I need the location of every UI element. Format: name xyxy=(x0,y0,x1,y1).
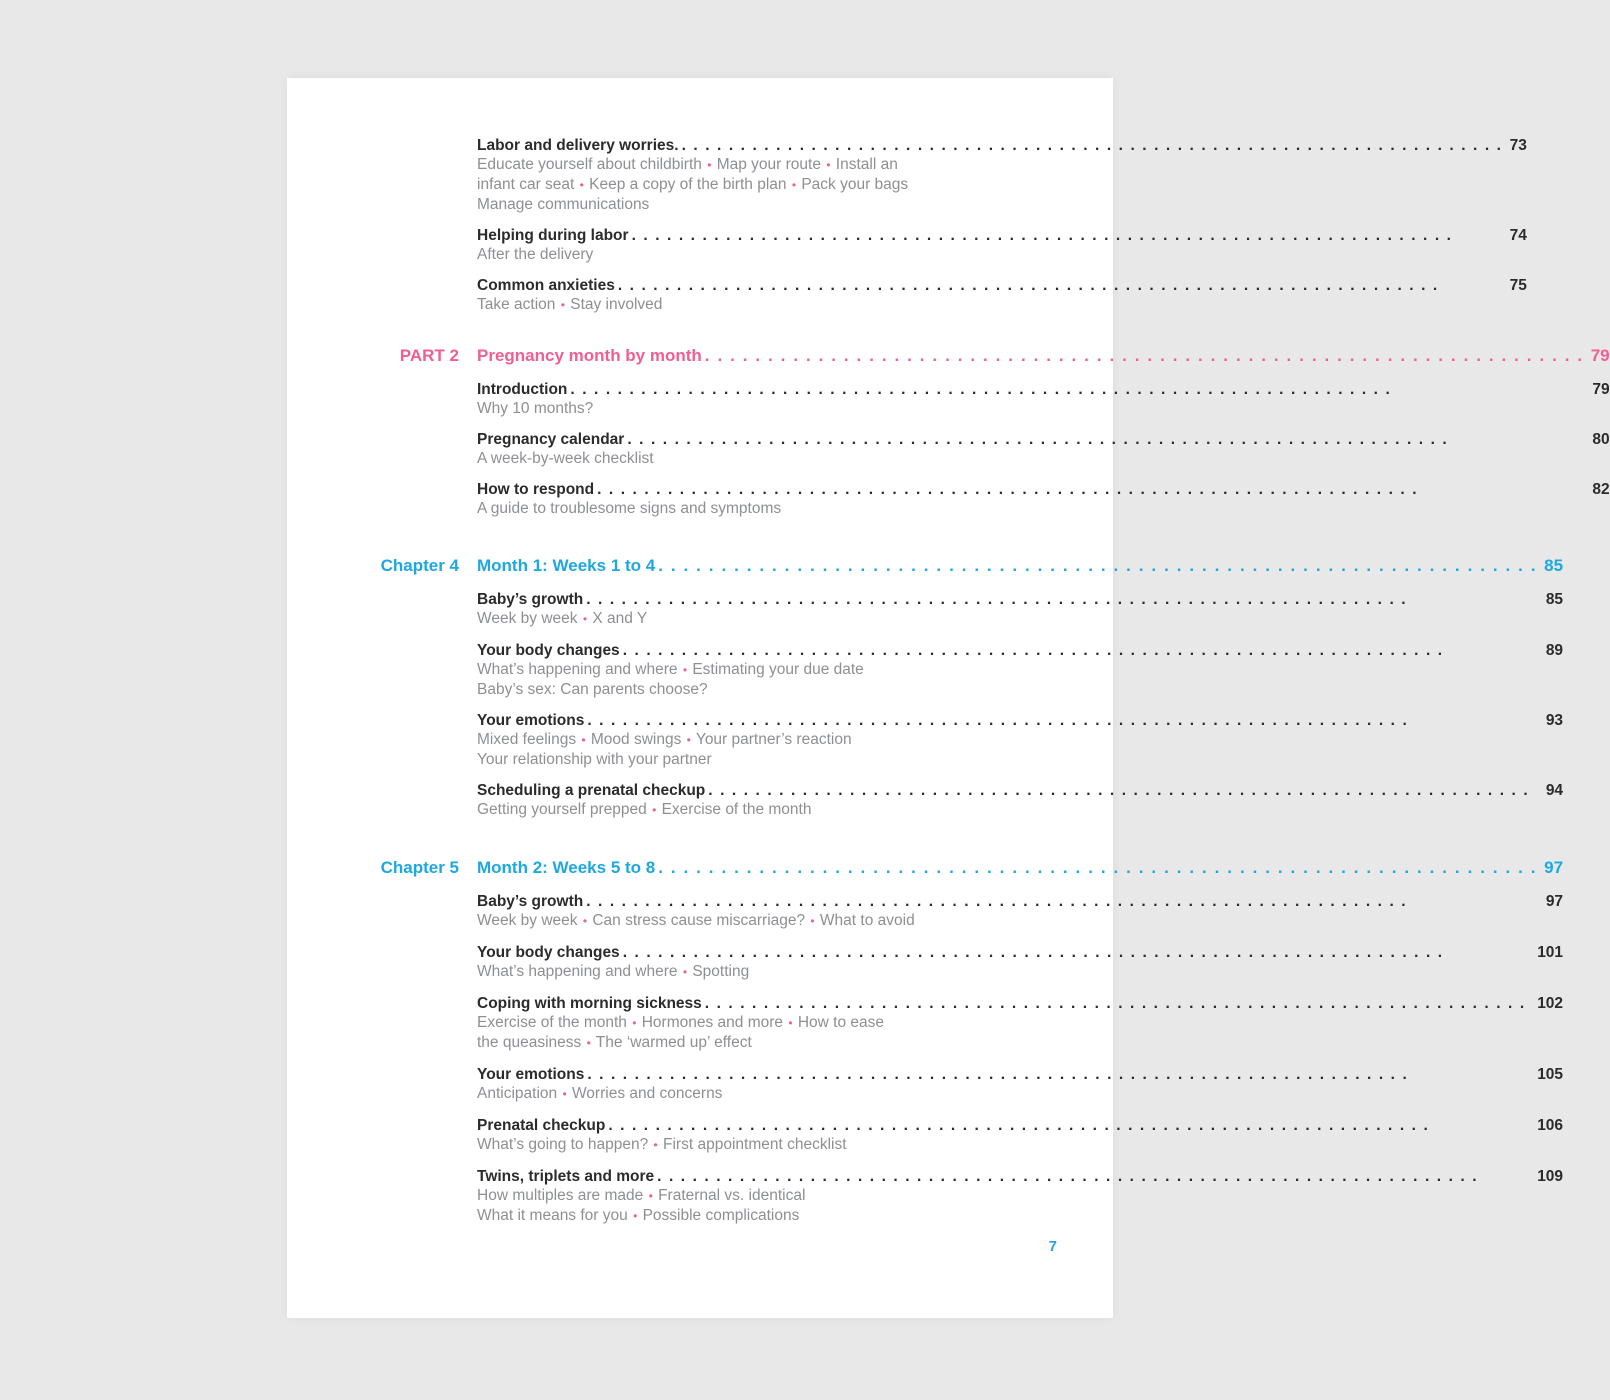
entry-subtitle: Mixed feelings • Mood swings • Your partner’s reaction xyxy=(477,731,852,748)
entry-title: Your emotions xyxy=(477,1066,585,1083)
entry-title: Pregnancy calendar xyxy=(477,431,625,448)
toc-group-chapter-4 xyxy=(367,555,1564,820)
entry-page-number: 74 xyxy=(1509,227,1527,244)
dot-leader xyxy=(594,480,1585,499)
entry-title: Twins, triplets and more xyxy=(477,1168,655,1185)
entry-page-number: 82 xyxy=(1592,481,1610,498)
entry-page-number: 105 xyxy=(1537,1066,1564,1083)
entry-subtitle: A week-by-week checklist xyxy=(477,450,654,467)
entry-subtitle: What it means for you • Possible complications xyxy=(477,1207,800,1224)
entry-subtitle: infant car seat • Keep a copy of the birth plan • Pack your bags xyxy=(477,176,909,193)
entry-subtitle: How multiples are made • Fraternal vs. identical xyxy=(477,1187,806,1204)
entry-subtitle: A guide to troublesome signs and symptoms xyxy=(477,500,782,517)
dot-leader xyxy=(615,276,1503,295)
entry-title: Introduction xyxy=(477,381,568,398)
dot-leader xyxy=(629,226,1503,245)
entry-title: Coping with morning sickness xyxy=(477,995,702,1012)
bullet-separator-icon: • xyxy=(652,803,657,817)
entry-title: How to respond xyxy=(477,481,595,498)
dot-leader xyxy=(702,994,1530,1013)
toc-group-plain xyxy=(367,136,1527,315)
entry-subtitle: Take action • Stay involved xyxy=(477,296,663,313)
entry-page-number: 93 xyxy=(1545,712,1564,729)
bullet-separator-icon: • xyxy=(707,158,712,172)
entry-subtitle: Getting yourself prepped • Exercise of the month xyxy=(477,801,812,818)
entry-title: Your body changes xyxy=(477,944,620,961)
toc-entry xyxy=(477,892,1563,931)
entry-page-number: 80 xyxy=(1592,431,1610,448)
entry-subtitle: the queasiness • The ‘warmed up’ effect xyxy=(477,1034,752,1051)
part-page-number: 79 xyxy=(1590,346,1610,365)
part-header-row xyxy=(477,345,1610,367)
chapter-title: Month 2: Weeks 5 to 8 xyxy=(477,858,656,877)
toc-entry-row xyxy=(477,480,1610,499)
toc-entry-row xyxy=(477,1167,1563,1186)
entry-subtitle: Week by week • X and Y xyxy=(477,610,648,627)
bullet-separator-icon: • xyxy=(682,965,688,979)
toc-entry-row xyxy=(477,781,1563,800)
toc-entry xyxy=(477,430,1610,468)
bullet-separator-icon: • xyxy=(682,663,688,677)
bullet-separator-icon: • xyxy=(788,1016,793,1030)
toc-entry xyxy=(477,480,1610,518)
toc-entry xyxy=(477,943,1563,982)
entry-title: Baby’s growth xyxy=(477,893,584,910)
bullet-separator-icon: • xyxy=(826,158,831,172)
toc-entry-row xyxy=(477,136,1527,155)
toc-entry xyxy=(477,641,1563,699)
toc-entry-row xyxy=(477,226,1527,245)
dot-leader xyxy=(679,136,1503,155)
group-gutter xyxy=(367,345,459,518)
entry-title: Your emotions xyxy=(477,712,585,729)
group-gutter xyxy=(367,555,459,820)
entry-subtitle: Exercise of the month • Hormones and more • How to ease xyxy=(477,1014,884,1031)
dot-leader xyxy=(584,711,1538,730)
bullet-separator-icon: • xyxy=(579,178,584,192)
part-label: PART 2 xyxy=(399,346,459,365)
entry-page-number: 75 xyxy=(1509,277,1527,294)
entry-subtitle: Your relationship with your partner xyxy=(477,751,712,768)
toc-entry-row xyxy=(477,1116,1563,1135)
entry-subtitle: What’s happening and where • Spotting xyxy=(477,963,750,980)
toc-entry xyxy=(477,994,1563,1053)
dot-leader xyxy=(584,1065,1530,1084)
bullet-separator-icon: • xyxy=(686,733,691,747)
table-of-contents xyxy=(287,78,1610,1226)
chapter-label: Chapter 4 xyxy=(380,556,459,575)
dot-leader xyxy=(620,943,1531,962)
entry-page-number: 79 xyxy=(1592,381,1610,398)
bullet-separator-icon: • xyxy=(582,612,588,626)
bullet-separator-icon: • xyxy=(810,914,815,928)
toc-entry xyxy=(477,711,1563,769)
chapter-page-number: 85 xyxy=(1544,556,1564,575)
toc-entry xyxy=(477,1167,1563,1226)
chapter-title: Month 1: Weeks 1 to 4 xyxy=(477,556,656,575)
bullet-separator-icon: • xyxy=(653,1138,658,1152)
entry-page-number: 85 xyxy=(1545,591,1564,608)
entry-page-number: 109 xyxy=(1537,1168,1564,1185)
entry-page-number: 97 xyxy=(1545,893,1564,910)
dot-leader xyxy=(655,857,1537,879)
group-main xyxy=(477,136,1527,315)
group-main xyxy=(477,857,1563,1226)
chapter-label: Chapter 5 xyxy=(380,858,459,877)
document-page xyxy=(287,78,1610,1318)
entry-subtitle: Baby’s sex: Can parents choose? xyxy=(477,681,708,698)
chapter-header-row xyxy=(477,555,1563,577)
entry-page-number: 94 xyxy=(1545,782,1564,799)
bullet-separator-icon: • xyxy=(560,298,565,312)
toc-group-part-2 xyxy=(367,345,1610,518)
group-main xyxy=(477,555,1563,820)
entry-page-number: 102 xyxy=(1537,995,1564,1012)
entry-subtitle: What’s happening and where • Estimating your due date xyxy=(477,661,864,678)
part-title: Pregnancy month by month xyxy=(477,346,702,365)
entry-subtitle: Educate yourself about childbirth • Map your route • Install an xyxy=(477,156,898,173)
entry-page-number: 101 xyxy=(1537,944,1564,961)
folio-page-number: 7 xyxy=(1048,1238,1057,1255)
toc-entry-row xyxy=(477,994,1563,1013)
dot-leader xyxy=(655,555,1537,577)
toc-entry-row xyxy=(477,943,1563,962)
group-gutter xyxy=(367,857,459,1226)
bullet-separator-icon: • xyxy=(582,914,588,928)
group-main xyxy=(477,345,1610,518)
chapter-page-number: 97 xyxy=(1544,858,1564,877)
toc-entry-row xyxy=(477,892,1563,911)
dot-leader xyxy=(567,380,1585,399)
toc-entry-row xyxy=(477,590,1563,609)
toc-entry-row xyxy=(477,380,1610,399)
entry-title: Your body changes xyxy=(477,642,620,659)
group-gutter xyxy=(367,136,459,315)
bullet-separator-icon: • xyxy=(633,1209,638,1223)
entry-subtitle: After the delivery xyxy=(477,246,594,263)
dot-leader xyxy=(705,781,1539,800)
toc-entry xyxy=(477,276,1527,315)
bullet-separator-icon: • xyxy=(586,1036,591,1050)
entry-title: Baby’s growth xyxy=(477,591,584,608)
dot-leader xyxy=(583,590,1539,609)
toc-entry-row xyxy=(477,430,1610,449)
dot-leader xyxy=(624,430,1585,449)
toc-group-chapter-5 xyxy=(367,857,1564,1226)
dot-leader xyxy=(620,641,1539,660)
entry-title: Helping during labor xyxy=(477,227,629,244)
dot-leader xyxy=(605,1116,1530,1135)
entry-title: Common anxieties xyxy=(477,277,615,294)
bullet-separator-icon: • xyxy=(581,733,586,747)
toc-entry xyxy=(477,590,1563,629)
entry-page-number: 106 xyxy=(1537,1117,1564,1134)
entry-subtitle: Manage communications xyxy=(477,196,650,213)
dot-leader xyxy=(583,892,1539,911)
bullet-separator-icon: • xyxy=(562,1087,567,1101)
toc-entry xyxy=(477,781,1563,820)
toc-entry xyxy=(477,1116,1563,1155)
dot-leader xyxy=(654,1167,1530,1186)
toc-entry-row xyxy=(477,711,1563,730)
bullet-separator-icon: • xyxy=(791,178,797,192)
entry-subtitle: Week by week • Can stress cause miscarriage? • What to avoid xyxy=(477,912,915,929)
toc-entry-row xyxy=(477,641,1563,660)
toc-entry xyxy=(477,380,1610,418)
entry-subtitle: What’s going to happen? • First appointment checklist xyxy=(477,1136,847,1153)
entry-subtitle: Why 10 months? xyxy=(477,400,594,417)
bullet-separator-icon: • xyxy=(632,1016,637,1030)
entry-subtitle: Anticipation • Worries and concerns xyxy=(477,1085,723,1102)
toc-entry xyxy=(477,136,1527,214)
toc-entry-row xyxy=(477,1065,1563,1084)
entry-title: Prenatal checkup xyxy=(477,1117,606,1134)
toc-entry xyxy=(477,1065,1563,1104)
bullet-separator-icon: • xyxy=(648,1189,653,1203)
entry-page-number: 89 xyxy=(1545,642,1564,659)
toc-entry xyxy=(477,226,1527,264)
dot-leader xyxy=(702,345,1584,367)
entry-title: Scheduling a prenatal checkup xyxy=(477,782,706,799)
entry-title: Labor and delivery worries. xyxy=(477,137,679,154)
chapter-header-row xyxy=(477,857,1563,879)
entry-page-number: 73 xyxy=(1509,137,1527,154)
toc-entry-row xyxy=(477,276,1527,295)
